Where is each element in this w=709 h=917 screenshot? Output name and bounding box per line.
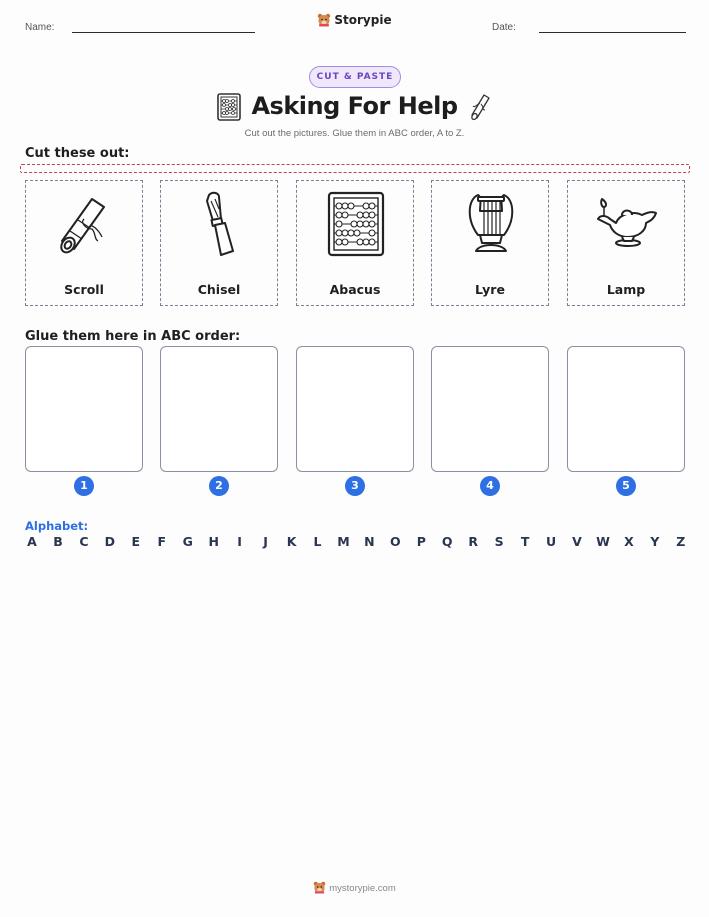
alphabet-letter: Q bbox=[441, 534, 453, 549]
instructions: Cut out the pictures. Glue them in ABC order, A to Z. bbox=[244, 128, 465, 139]
cut-card-abacus[interactable] bbox=[296, 180, 414, 306]
glue-section-heading: Glue them here in ABC order: bbox=[25, 329, 241, 344]
name-label: Name: bbox=[25, 22, 55, 33]
cut-line bbox=[20, 164, 690, 173]
card-label: Scroll bbox=[64, 282, 104, 297]
glue-slot-1[interactable] bbox=[25, 346, 143, 472]
alphabet-row bbox=[25, 534, 688, 549]
alphabet-letter: J bbox=[263, 534, 268, 549]
slot-number-badge: 2 bbox=[209, 476, 229, 496]
brand-logo bbox=[0, 13, 709, 30]
page-title: Asking For Help bbox=[251, 92, 458, 120]
cut-card-scroll[interactable] bbox=[25, 180, 143, 306]
slot-number-badge: 4 bbox=[480, 476, 500, 496]
abacus-icon bbox=[321, 189, 391, 259]
alphabet-letter: X bbox=[624, 534, 634, 549]
alphabet-letter: Z bbox=[676, 534, 686, 549]
alphabet-letter: O bbox=[390, 534, 401, 549]
alphabet-letter: B bbox=[53, 534, 63, 549]
brand-name: Storypie bbox=[334, 13, 392, 27]
alphabet-letter: U bbox=[545, 534, 557, 549]
alphabet-letter: H bbox=[208, 534, 219, 549]
storypie-bear-icon bbox=[317, 13, 331, 30]
alphabet-letter: K bbox=[286, 534, 297, 549]
storypie-bear-icon bbox=[313, 881, 326, 897]
alphabet-letter: P bbox=[416, 534, 426, 549]
alphabet-letter: A bbox=[27, 534, 37, 549]
alphabet-letter: S bbox=[494, 534, 504, 549]
alphabet-letter: I bbox=[237, 534, 242, 549]
alphabet-letter: F bbox=[157, 534, 167, 549]
alphabet-letter: E bbox=[131, 534, 141, 549]
alphabet-letter: L bbox=[313, 534, 322, 549]
alphabet-letter: Y bbox=[650, 534, 660, 549]
glue-slot-3[interactable] bbox=[296, 346, 414, 472]
slot-number-badge: 3 bbox=[345, 476, 365, 496]
slot-number-badge: 1 bbox=[74, 476, 94, 496]
cut-paste-tag: CUT & PASTE bbox=[309, 66, 401, 88]
alphabet-letter: T bbox=[520, 534, 530, 549]
card-label: Chisel bbox=[197, 282, 241, 297]
date-label: Date: bbox=[492, 22, 516, 33]
cut-card-chisel[interactable] bbox=[160, 180, 278, 306]
glue-slot-4[interactable] bbox=[431, 346, 549, 472]
cut-card-lamp[interactable] bbox=[567, 180, 685, 306]
cut-section-heading: Cut these out: bbox=[25, 146, 130, 161]
name-field-line[interactable] bbox=[72, 32, 255, 33]
scroll-icon bbox=[50, 189, 120, 259]
footer bbox=[0, 881, 709, 897]
alphabet-letter: C bbox=[79, 534, 89, 549]
card-label: Lyre bbox=[475, 282, 505, 297]
slot-number-badge: 5 bbox=[616, 476, 636, 496]
alphabet-letter: G bbox=[182, 534, 193, 549]
alphabet-label: Alphabet: bbox=[25, 519, 89, 533]
alphabet-letter: N bbox=[364, 534, 375, 549]
glue-slot-5[interactable] bbox=[567, 346, 685, 472]
lamp-icon bbox=[592, 189, 662, 259]
alphabet-letter: V bbox=[572, 534, 582, 549]
date-field-line[interactable] bbox=[539, 32, 686, 33]
scroll-icon bbox=[466, 89, 492, 126]
card-label: Abacus bbox=[329, 282, 381, 297]
alphabet-letter: W bbox=[596, 534, 610, 549]
card-label: Lamp bbox=[606, 282, 646, 297]
glue-slot-2[interactable] bbox=[160, 346, 278, 472]
chisel-icon bbox=[185, 189, 255, 259]
alphabet-letter: D bbox=[104, 534, 116, 549]
alphabet-letter: M bbox=[337, 534, 350, 549]
alphabet-letter: R bbox=[468, 534, 479, 549]
cut-card-lyre[interactable] bbox=[431, 180, 549, 306]
lyre-icon bbox=[456, 189, 526, 259]
footer-site-link[interactable]: mystorypie.com bbox=[329, 883, 396, 894]
